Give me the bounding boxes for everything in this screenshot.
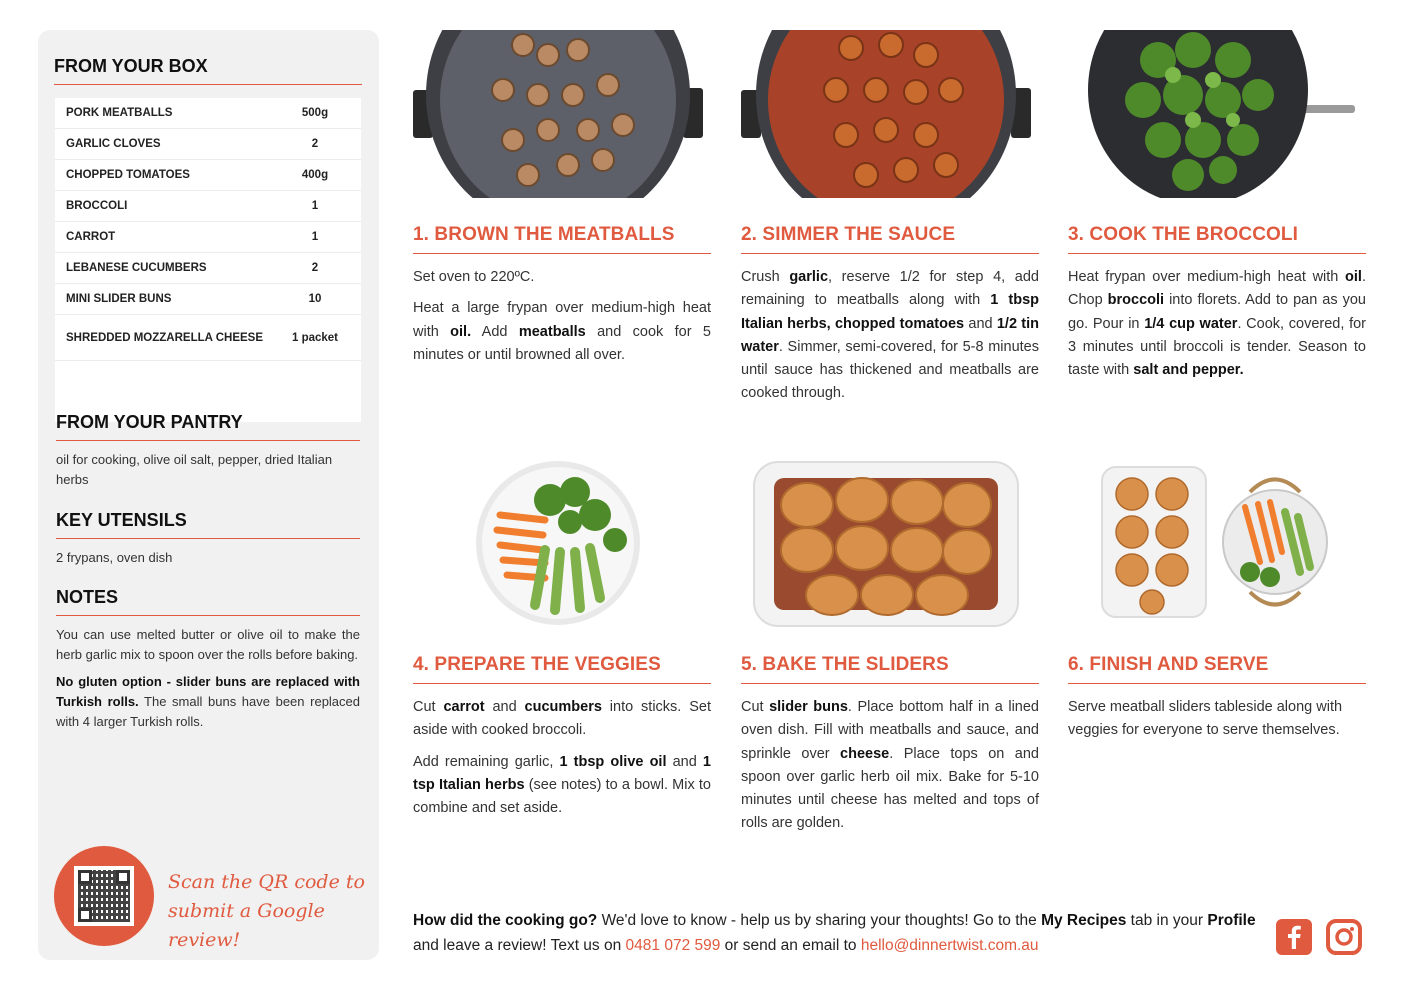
step-1-title: 1. BROWN THE MEATBALLS: [413, 224, 711, 254]
ingredient-name: CHOPPED TOMATOES: [66, 169, 190, 181]
sauce-pan-image: [741, 30, 1031, 198]
pantry-section: [56, 412, 360, 490]
sliders-dish-image: [752, 460, 1020, 628]
qr-code[interactable]: [74, 866, 134, 926]
step-4-title: 4. PREPARE THE VEGGIES: [413, 654, 711, 684]
utensils-text: 2 frypans, oven dish: [56, 550, 173, 565]
step-2-text: Crush garlic, reserve 1/2 for step 4, add remaining to meatballs along with 1 tbsp Italian herbs, chopped tomatoes and 1/2 tin water. Simmer, semi-covered, for 5-8 minutes until sauce has thickened and meatballs are cooked through.: [741, 269, 1040, 402]
veggies-plate-image: [475, 460, 641, 626]
table-row: [55, 160, 361, 191]
ingredient-name: PORK MEATBALLS: [66, 107, 173, 119]
gluten-option: No gluten option - slider buns are replaced with Turkish rolls.: [56, 674, 360, 709]
ingredient-qty: 1: [311, 200, 319, 212]
step-2: [741, 224, 1039, 406]
step-5-title: 5. BAKE THE SLIDERS: [741, 654, 1039, 684]
qr-caption: [168, 868, 379, 955]
gluten-option-detail: The small buns have been replaced with 4 larger Turkish rolls.: [56, 694, 360, 729]
email-link[interactable]: hello@dinnertwist.com.au: [860, 937, 1039, 954]
step-6: [1068, 654, 1366, 743]
pantry-text: oil for cooking, olive oil salt, pepper, dried Italian herbs: [56, 452, 333, 487]
step-6-text: Serve meatball sliders tableside along with veggies for everyone to serve themselves.: [1068, 699, 1343, 739]
notes-heading: NOTES: [56, 587, 360, 616]
from-your-pantry-heading: FROM YOUR PANTRY: [56, 412, 360, 441]
table-row: [55, 253, 361, 284]
step-1-text-2: Heat a large frypan over medium-high heat with oil. Add meatballs and cook for 5 minutes or until browned all over.: [413, 300, 712, 363]
footer-review-text: How did the cooking go? We'd love to know - help us by sharing your thoughts! Go to the My Recipes tab in your Profile and leave a review! Text us on 0481 072 599 or send an email to hello@dinnertwist.com.au: [413, 912, 1256, 954]
step-1: [413, 224, 711, 367]
step-5: [741, 654, 1039, 836]
ingredient-qty: 400g: [301, 169, 329, 181]
step-3-text: Heat frypan over medium-high heat with oil. Chop broccoli into florets. Add to pan as you go. Pour in 1/4 cup water. Cook, covered, for 3 minutes until broccoli is tender. Season to taste with salt and pepper.: [1068, 269, 1366, 379]
instagram-icon[interactable]: [1326, 919, 1362, 955]
qr-finder: [78, 870, 92, 884]
key-utensils-heading: KEY UTENSILS: [56, 510, 360, 539]
from-your-box-heading: FROM YOUR BOX: [54, 56, 362, 85]
step-3: [1068, 224, 1366, 382]
ingredient-name: CARROT: [66, 231, 116, 243]
table-row: [55, 98, 361, 129]
step-4: [413, 654, 711, 820]
notes-text-1: You can use melted butter or olive oil to make the herb garlic mix to spoon over the rolls before baking.: [56, 627, 360, 662]
step-4-text-2: Add remaining garlic, 1 tbsp olive oil and 1 tsp Italian herbs (see notes) to a bowl. Mix to combine and set aside.: [413, 753, 711, 817]
step-2-title: 2. SIMMER THE SAUCE: [741, 224, 1039, 254]
qr-badge[interactable]: [54, 846, 154, 946]
broccoli-pan-image: [1068, 30, 1358, 198]
ingredient-qty: 1: [311, 231, 319, 243]
notes-section: [56, 587, 360, 732]
qr-code-pattern: [78, 870, 130, 922]
notes-text-2: [56, 672, 360, 732]
table-row: [55, 222, 361, 253]
meatballs-pan-image: [413, 30, 703, 198]
ingredient-qty: 1 packet: [291, 331, 339, 344]
facebook-icon[interactable]: [1276, 919, 1312, 955]
qr-finder: [78, 908, 92, 922]
step-1-text-1: Set oven to 220ºC.: [413, 269, 535, 285]
serve-dishes-image: [1100, 462, 1330, 622]
table-row: [55, 284, 361, 315]
ingredients-table: [55, 98, 361, 422]
ingredient-name: SHREDDED MOZZARELLA CHEESE: [66, 331, 263, 344]
ingredient-qty: 2: [311, 138, 319, 150]
qr-caption-line: Scan the QR code to: [168, 871, 365, 893]
ingredient-name: GARLIC CLOVES: [66, 138, 161, 150]
ingredient-name: LEBANESE CUCUMBERS: [66, 262, 207, 274]
step-6-title: 6. FINISH AND SERVE: [1068, 654, 1366, 684]
utensils-section: [56, 510, 360, 568]
step-3-title: 3. COOK THE BROCCOLI: [1068, 224, 1366, 254]
table-row: [55, 129, 361, 160]
ingredient-qty: 500g: [301, 107, 329, 119]
qr-finder: [116, 870, 130, 884]
ingredient-qty: 10: [308, 293, 322, 305]
ingredient-name: BROCCOLI: [66, 200, 128, 212]
ingredient-qty: 2: [311, 262, 319, 274]
qr-caption-line: submit a Google review!: [168, 900, 325, 951]
step-5-text: Cut slider buns. Place bottom half in a lined oven dish. Fill with meatballs and sauce, and sprinkle over cheese. Place tops on and spoon over garlic herb oil mix. Bake for 5-10 minutes until cheese has melted and tops of rolls are golden.: [741, 699, 1039, 832]
table-row: [55, 315, 361, 361]
step-4-text-1: Cut carrot and cucumbers into sticks. Set aside with cooked broccoli.: [413, 699, 711, 739]
table-row: [55, 191, 361, 222]
sidebar: [38, 30, 379, 960]
phone-link[interactable]: 0481 072 599: [625, 937, 721, 954]
ingredient-name: MINI SLIDER BUNS: [66, 293, 172, 305]
